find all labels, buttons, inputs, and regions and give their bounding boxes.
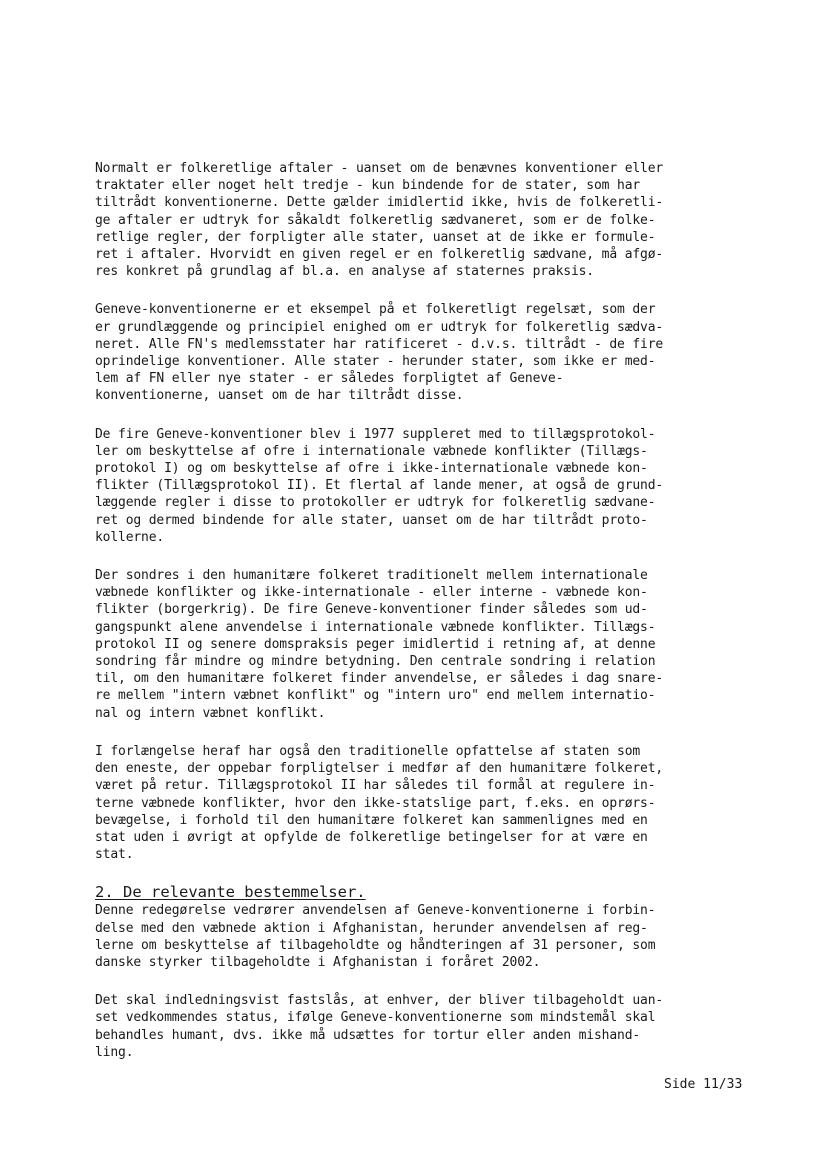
paragraph [95, 743, 755, 863]
text-line: gangspunkt alene anvendelse i internationale væbnede konflikter. Tillægs- [95, 619, 656, 635]
text-line: De fire Geneve-konventioner blev i 1977 suppleret med to tillægsprotokol- [95, 426, 656, 442]
text-line: den eneste, der oppebar forpligtelser i medfør af den humanitære folkeret, [95, 761, 664, 777]
text-line: kollerne. [95, 529, 165, 545]
text-line: været på retur. Tillægsprotokol II har således til formål at regulere in- [95, 778, 656, 794]
text-line: væbnede konflikter og ikke-internationale - eller interne - væbnede kon- [95, 585, 648, 601]
text-line: lem af FN eller nye stater - er således forpligtet af Geneve- [95, 371, 564, 387]
paragraph [95, 301, 755, 404]
text-line: stat uden i øvrigt at opfylde de folkeretlige betingelser for at være en [95, 829, 648, 845]
text-line: traktater eller noget helt tredje - kun bindende for de stater, som har [95, 178, 641, 194]
text-line: bevægelse, i forhold til den humanitære folkeret kan sammenlignes med en [95, 812, 648, 828]
text-line: er grundlæggende og principiel enighed om er udtryk for folkeretlig sædva- [95, 319, 664, 335]
text-line: ret i aftaler. Hvorvidt en given regel er en folkeretlig sædvane, må afgø- [95, 247, 664, 263]
text-line: Geneve-konventionerne er et eksempel på et folkeretligt regelsæt, som der [95, 302, 656, 318]
text-line: til, om den humanitære folkeret finder anvendelse, er således i dag snare- [95, 671, 664, 687]
text-line: danske styrker tilbageholdte i Afghanistan i foråret 2002. [95, 954, 541, 970]
text-line: ling. [95, 1044, 134, 1060]
text-line: retlige regler, der forpligter alle stater, uanset at de ikke er formule- [95, 229, 656, 245]
paragraph [95, 160, 755, 280]
text-line: Det skal indledningsvist fastslås, at enhver, der bliver tilbageholdt uan- [95, 993, 664, 1009]
text-line: delse med den væbnede aktion i Afghanistan, herunder anvendelsen af reg- [95, 920, 648, 936]
text-line: Denne redegørelse vedrører anvendelsen af Geneve-konventionerne i forbin- [95, 903, 656, 919]
text-line: sondring får mindre og mindre betydning. Den centrale sondring i relation [95, 654, 656, 670]
body-after-heading [95, 902, 755, 1061]
text-line: ret og dermed bindende for alle stater, uanset om de har tiltrådt proto- [95, 512, 648, 528]
text-line: konventionerne, uanset om de har tiltrådt disse. [95, 388, 464, 404]
text-line: protokol II og senere domspraksis peger imidlertid i retning af, at denne [95, 636, 656, 652]
text-line: ge aftaler er udtryk for såkaldt folkeretlig sædvaneret, som er de folke- [95, 212, 656, 228]
text-line: oprindelige konventioner. Alle stater - herunder stater, som ikke er med- [95, 354, 656, 370]
text-line: Der sondres i den humanitære folkeret traditionelt mellem internationale [95, 568, 648, 584]
text-line: ler om beskyttelse af ofre i internationale væbnede konflikter (Tillægs- [95, 443, 648, 459]
text-line: re mellem "intern væbnet konflikt" og "intern uro" end mellem internatio- [95, 688, 656, 704]
text-line: tiltrådt konventionerne. Dette gælder imidlertid ikke, hvis de folkeretli- [95, 195, 664, 211]
text-line: protokol I) og om beskyttelse af ofre i ikke-internationale væbnede kon- [95, 461, 648, 477]
text-line: set vedkommendes status, ifølge Geneve-konventionerne som mindstemål skal [95, 1010, 656, 1026]
text-line: neret. Alle FN's medlemsstater har ratificeret - d.v.s. tiltrådt - de fire [95, 336, 664, 352]
text-line: I forlængelse heraf har også den traditionelle opfattelse af staten som [95, 743, 641, 759]
text-line: behandles humant, dvs. ikke må udsættes for tortur eller anden mishand- [95, 1027, 641, 1043]
text-line: res konkret på grundlag af bl.a. en analyse af staternes praksis. [95, 264, 594, 280]
document-page [95, 160, 755, 1061]
text-line: nal og intern væbnet konflikt. [95, 705, 326, 721]
text-line: lerne om beskyttelse af tilbageholdte og håndteringen af 31 personer, som [95, 937, 656, 953]
paragraph [95, 992, 755, 1061]
paragraph [95, 567, 755, 722]
page-number: Side 11/33 [664, 1077, 743, 1092]
text-line: terne væbnede konflikter, hvor den ikke-statslige part, f.eks. en oprørs- [95, 795, 656, 811]
text-line: læggende regler i disse to protokoller er udtryk for folkeretlig sædvane- [95, 495, 656, 511]
text-line: flikter (Tillægsprotokol II). Et flertal af lande mener, at også de grund- [95, 478, 664, 494]
text-line: flikter (borgerkrig). De fire Geneve-konventioner finder således som ud- [95, 602, 648, 618]
paragraph [95, 426, 755, 546]
text-line: stat. [95, 847, 134, 863]
section-heading: 2. De relevante bestemmelser. [95, 883, 366, 902]
text-line: Normalt er folkeretlige aftaler - uanset om de benævnes konventioner eller [95, 161, 664, 176]
paragraph [95, 902, 755, 971]
body-before-heading [95, 160, 755, 863]
